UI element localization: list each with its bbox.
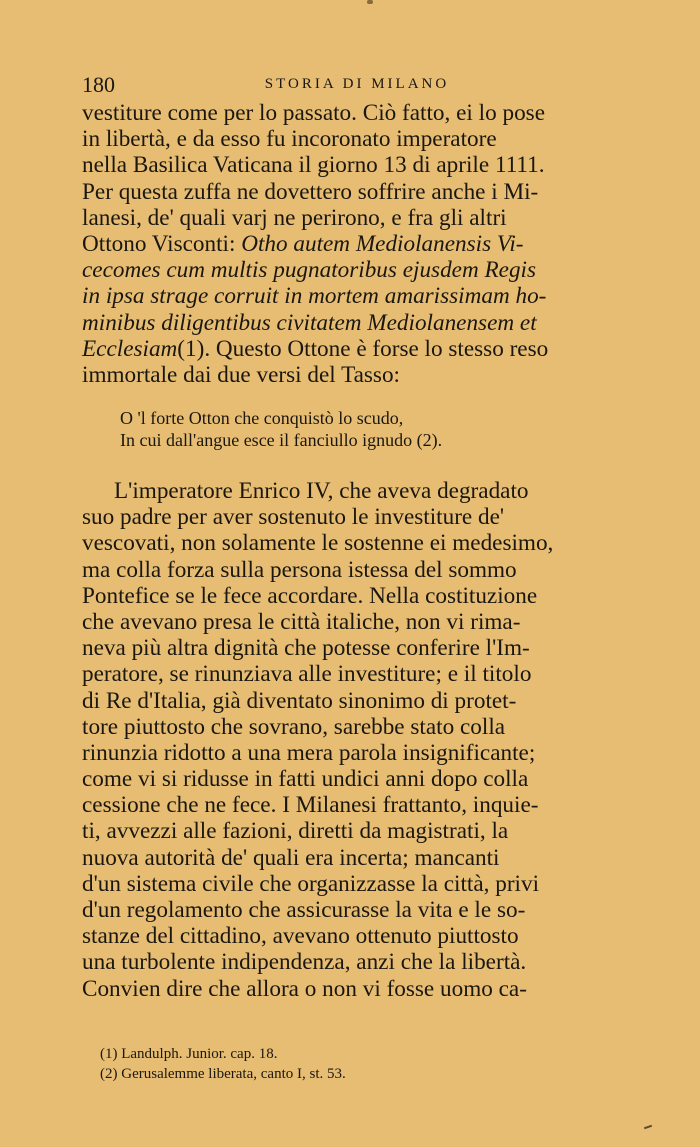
paragraph-2 [82,478,634,1002]
text-line: vestiture come per lo passato. Ciò fatto, ei lo pose [82,100,545,126]
verse-line: In cui dall'angue esce il fanciullo ignudo (2). [120,430,443,450]
text-line: nella Basilica Vaticana il giorno 13 di aprile 1111. [82,152,545,179]
latin-quote: Ecclesiam [82,335,178,362]
running-head: STORIA DI MILANO [264,76,450,92]
text-line: in libertà, e da esso fu incoronato imperatore [82,126,497,153]
scan-mark-top [367,0,373,4]
text-line [82,231,634,257]
text-line: Convien dire che allora o non vi fosse uomo ca- [82,975,527,1002]
text-segment: Ottono Visconti: [82,230,242,257]
verse-quote [120,407,620,451]
text-line: di Re d'Italia, già diventato sinonimo di protet- [82,687,517,714]
text-line: stanze del cittadino, avevano ottenuto piuttosto [82,923,519,950]
page-header [82,72,632,102]
text-line [82,336,634,362]
text-line: Per questa zuffa ne dovettero soffrire anche i Mi- [82,178,539,205]
latin-quote-line: in ipsa strage corruit in mortem amarissimam ho- [82,283,547,310]
text-line: L'imperatore Enrico IV, che aveva degradato [114,478,529,504]
text-line: neva più altra dignità che potesse conferire l'Im- [82,635,530,662]
text-line: Pontefice se le fece accordare. Nella costituzione [82,582,538,609]
text-line: vescovati, non solamente le sostenne ei medesimo, [82,530,554,557]
text-line: una turbolente indipendenza, anzi che la libertà. [82,949,527,976]
verse-line: O 'l forte Otton che conquistò lo scudo, [120,408,404,428]
page-number: 180 [82,72,115,97]
text-line: suo padre per aver sostenuto le investiture de' [82,504,505,531]
footnote: (1) Landulph. Junior. cap. 18. [100,1046,278,1062]
text-line: che avevano presa le città italiche, non vi rima- [82,608,521,635]
text-line: cessione che ne fece. I Milanesi frattanto, inquie- [82,792,539,819]
text-line: d'un sistema civile che organizzasse la città, privi [82,870,540,897]
latin-quote-line: cecomes cum multis pugnatoribus ejusdem Regis [82,257,537,284]
latin-quote-line: minibus diligentibus civitatem Mediolanensem et [82,309,537,336]
text-line: ti, avvezzi alle fazioni, diretti da magistrati, la [82,818,509,845]
text-line: ma colla forza sulla persona istessa del sommo [82,556,517,583]
text-line: lanesi, de' quali varj ne perirono, e fra gli altri [82,204,507,231]
text-line: come vi si ridusse in fatti undici anni dopo colla [82,766,529,793]
text-line: d'un regolamento che assicurasse la vita e le so- [82,897,526,923]
text-line: tore piuttosto che sovrano, sarebbe stato colla [82,713,506,740]
text-line: rinunzia ridotto a una mera parola insignificante; [82,739,536,766]
text-line: peratore, se rinunziava alle investiture; e il titolo [82,661,532,688]
text-line: immortale dai due versi del Tasso: [82,361,400,388]
latin-quote: Otho autem Mediolanensis Vi- [241,230,524,257]
paragraph-1 [82,100,634,388]
text-segment: (1). Questo Ottone è forse lo stesso reso [177,335,549,362]
text-line: nuova autorità de' quali era incerta; mancanti [82,844,500,871]
footnote: (2) Gerusalemme liberata, canto I, st. 53. [100,1066,346,1082]
footnotes [100,1044,600,1084]
scan-mark-bottom [644,1125,652,1130]
